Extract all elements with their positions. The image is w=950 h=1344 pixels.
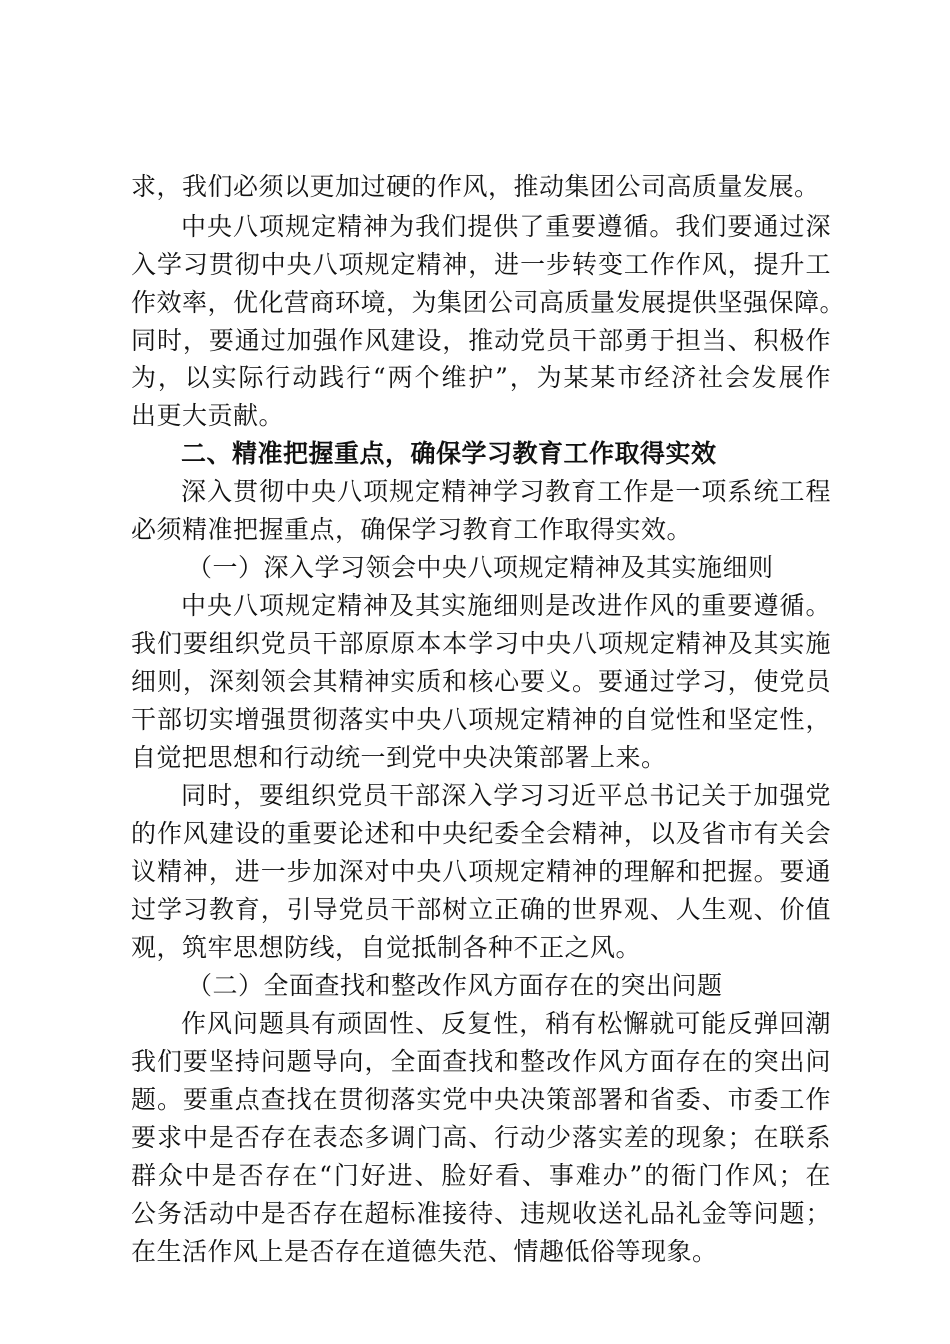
subsection-heading: （二）全面查找和整改作风方面存在的突出问题: [187, 971, 723, 1000]
paragraph-line: 我们要组织党员干部原原本本学习中央八项规定精神及其实施: [131, 629, 831, 658]
paragraph-line: 作风问题具有顽固性、反复性，稍有松懈就可能反弹回潮: [181, 1009, 831, 1038]
paragraph-line: 观，筑牢思想防线，自觉抵制各种不正之风。: [131, 933, 642, 962]
paragraph-line: 的作风建设的重要论述和中央纪委全会精神，以及省市有关会: [131, 819, 831, 848]
paragraph-line: 同时，要组织党员干部深入学习习近平总书记关于加强党: [181, 781, 831, 810]
paragraph-line: 求，我们必须以更加过硬的作风，推动集团公司高质量发展。: [131, 172, 820, 201]
paragraph-line: 同时，要通过加强作风建设，推动党员干部勇于担当、积极作: [131, 326, 831, 355]
paragraph-line: 议精神，进一步加深对中央八项规定精神的理解和把握。要通: [131, 857, 831, 886]
paragraph-line: 中央八项规定精神为我们提供了重要遵循。我们要通过深: [181, 212, 831, 241]
paragraph-line: 出更大贡献。: [131, 401, 285, 430]
paragraph-line: 自觉把思想和行动统一到党中央决策部署上来。: [131, 743, 667, 772]
paragraph-line: 过学习教育，引导党员干部树立正确的世界观、人生观、价值: [131, 895, 831, 924]
paragraph-line: 深入贯彻中央八项规定精神学习教育工作是一项系统工程: [181, 477, 831, 506]
paragraph-line: 为，以实际行动践行“两个维护”，为某某市经济社会发展作: [131, 363, 831, 392]
section-heading: 二、精准把握重点，确保学习教育工作取得实效: [181, 439, 717, 468]
paragraph-line: 中央八项规定精神及其实施细则是改进作风的重要遵循。: [181, 591, 831, 620]
paragraph-line: 必须精准把握重点，确保学习教育工作取得实效。: [131, 515, 693, 544]
paragraph-line: 作效率，优化营商环境，为集团公司高质量发展提供坚强保障。: [131, 288, 846, 317]
paragraph-line: 题。要重点查找在贯彻落实党中央决策部署和省委、市委工作: [131, 1085, 831, 1114]
paragraph-line: 公务活动中是否存在超标准接待、违规收送礼品礼金等问题；: [131, 1199, 831, 1228]
paragraph-line: 群众中是否存在“门好进、脸好看、事难办”的衙门作风；在: [131, 1161, 831, 1190]
paragraph-line: 干部切实增强贯彻落实中央八项规定精神的自觉性和坚定性，: [131, 705, 831, 734]
paragraph-line: 我们要坚持问题导向，全面查找和整改作风方面存在的突出问: [131, 1047, 831, 1076]
paragraph-line: 要求中是否存在表态多调门高、行动少落实差的现象；在联系: [131, 1123, 831, 1152]
subsection-heading: （一）深入学习领会中央八项规定精神及其实施细则: [187, 553, 774, 582]
paragraph-line: 入学习贯彻中央八项规定精神，进一步转变工作作风，提升工: [131, 250, 831, 279]
paragraph-line: 细则，深刻领会其精神实质和核心要义。要通过学习，使党员: [131, 667, 831, 696]
paragraph-line: 在生活作风上是否存在道德失范、情趣低俗等现象。: [131, 1237, 718, 1266]
